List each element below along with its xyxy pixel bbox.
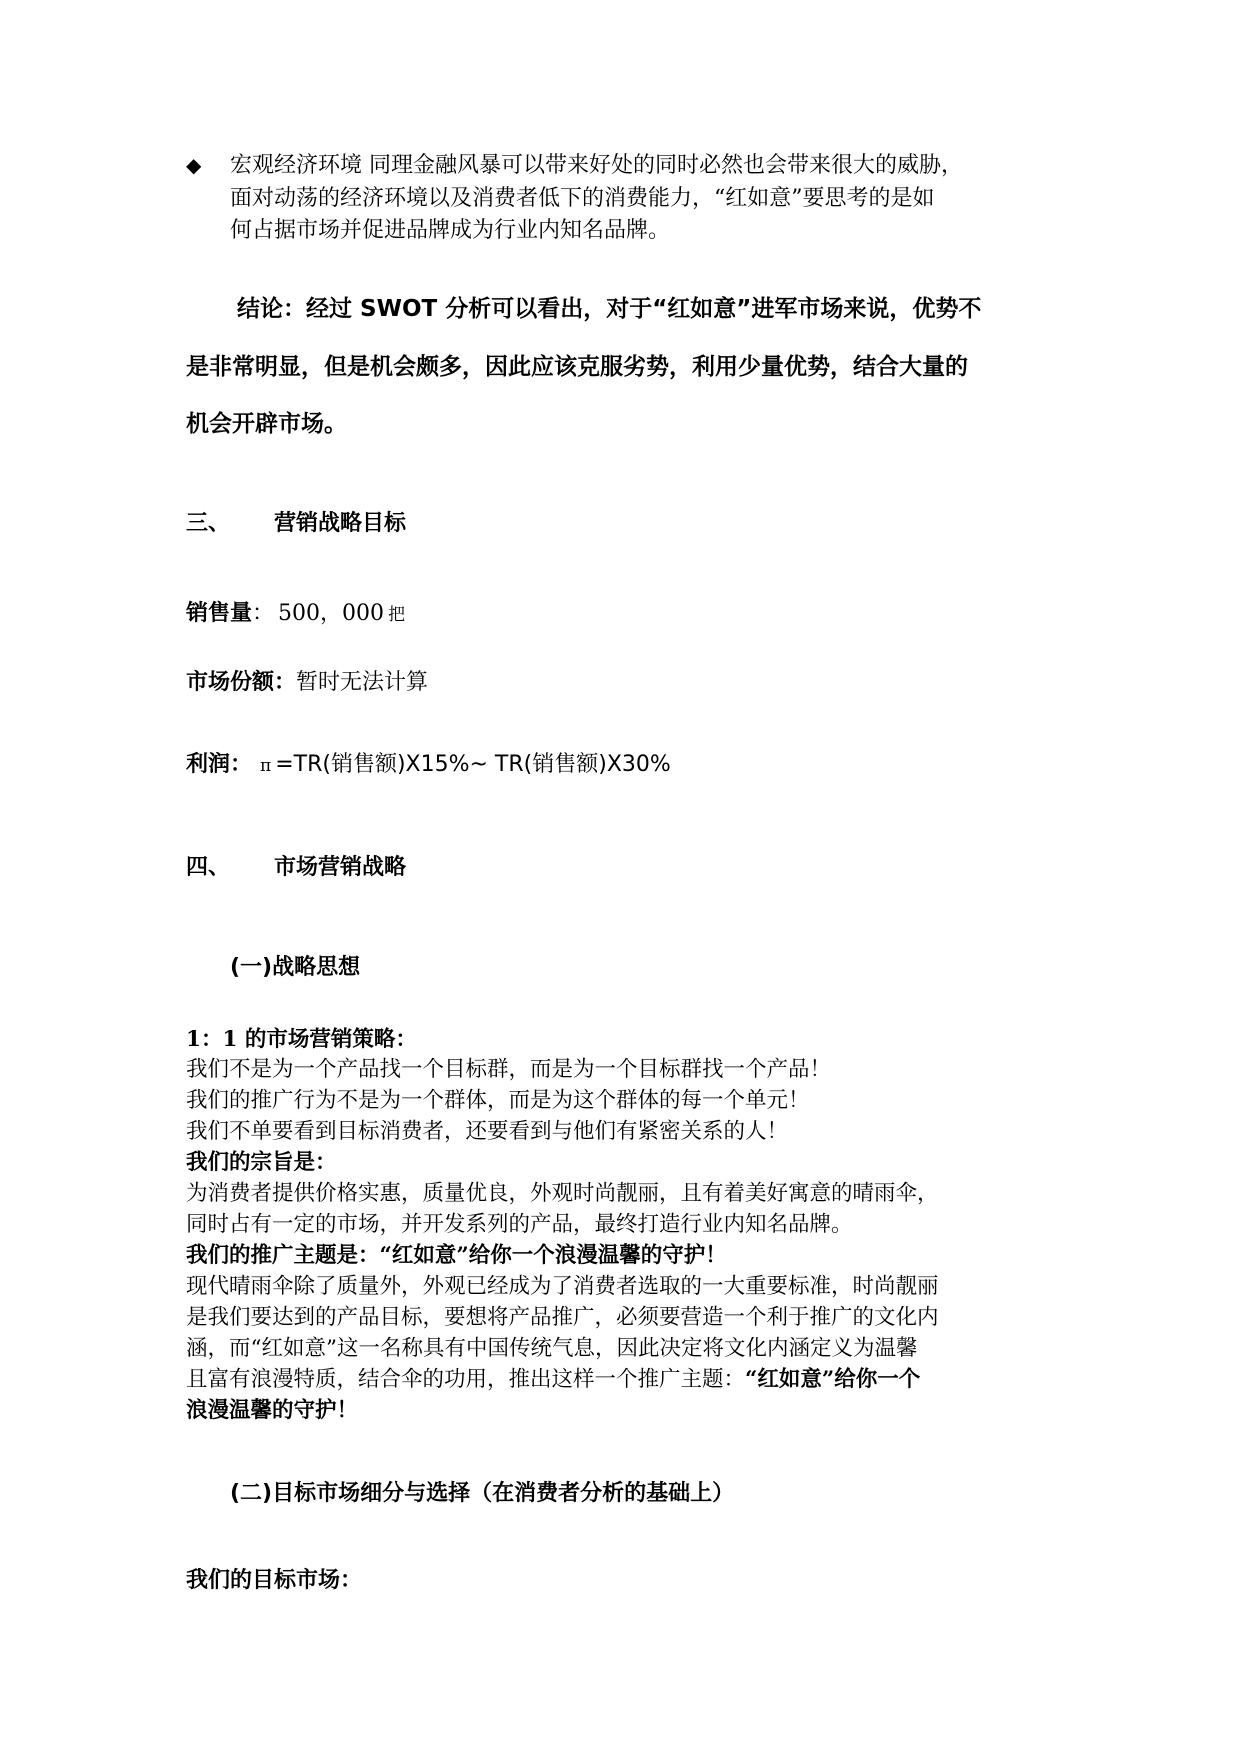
profit-goal	[186, 747, 671, 778]
conclusion-line-1: 结论：经过 SWOT 分析可以看出，对于“红如意”进军市场来说，优势不	[237, 296, 982, 322]
theme-heading: 我们的推广主题是：“红如意”给你一个浪漫温馨的守护！	[186, 1243, 727, 1268]
theme-line-1: 现代晴雨伞除了质量外，外观已经成为了消费者选取的一大重要标准，时尚靓丽	[186, 1274, 939, 1299]
market-share-label: 市场份额：	[186, 670, 297, 695]
section-3-number: 三、	[186, 511, 231, 536]
sales-goal	[186, 596, 405, 627]
market-share-value: 暂时无法计算	[296, 670, 429, 695]
section-3-title: 营销战略目标	[274, 511, 407, 536]
sales-unit: 把	[388, 605, 406, 625]
theme-line-4-normal: 且富有浪漫特质，结合伞的功用，推出这样一个推广主题：	[186, 1367, 746, 1392]
subsection-2-title: (二)目标市场细分与选择（在消费者分析的基础上）	[230, 1481, 735, 1506]
strategy-heading: 1：1 的市场营销策略：	[186, 1027, 417, 1052]
bullet-line-3: 何占据市场并促进品牌成为行业内知名品牌。	[230, 218, 671, 243]
sales-colon: ：	[252, 601, 275, 626]
profit-symbol: π	[260, 756, 272, 776]
conclusion-line-3: 机会开辟市场。	[186, 411, 347, 437]
theme-line-5: 浪漫温馨的守护！	[186, 1398, 359, 1423]
theme-line-2: 是我们要达到的产品目标，要想将产品推广，必须要营造一个利于推广的文化内	[186, 1305, 939, 1330]
section-4-title: 市场营销战略	[274, 855, 407, 880]
conclusion-line-2: 是非常明显，但是机会颇多，因此应该克服劣势，利用少量优势，结合大量的	[186, 354, 968, 380]
purpose-line-2: 同时占有一定的市场，并开发系列的产品，最终打造行业内知名品牌。	[186, 1212, 853, 1237]
profit-label: 利润：	[186, 752, 253, 777]
theme-line-3: 涵，而“红如意”这一名称具有中国传统气息，因此决定将文化内涵定义为温馨	[186, 1336, 918, 1361]
profit-formula: =TR(销售额)X15%~ TR(销售额)X30%	[275, 752, 671, 777]
theme-line-4	[186, 1362, 920, 1393]
strategy-line-3: 我们不单要看到目标消费者，还要看到与他们有紧密关系的人！	[186, 1119, 789, 1144]
strategy-line-1: 我们不是为一个产品找一个目标群，而是为一个目标群找一个产品！	[186, 1057, 832, 1082]
sales-label: 销售量	[186, 601, 253, 626]
section-4-number: 四、	[186, 855, 231, 880]
sales-value: 500，000	[278, 601, 385, 626]
theme-line-4-bold: “红如意”给你一个	[745, 1367, 921, 1392]
target-market-heading: 我们的目标市场：	[186, 1568, 363, 1593]
strategy-line-2: 我们的推广行为不是为一个群体，而是为这个群体的每一个单元！	[186, 1088, 810, 1113]
bullet-line-1: 宏观经济环境 同理金融风暴可以带来好处的同时必然也会带来很大的威胁，	[230, 153, 963, 178]
purpose-heading: 我们的宗旨是：	[186, 1150, 337, 1175]
bullet-diamond-icon: ◆	[186, 153, 202, 177]
market-share-goal	[186, 665, 428, 696]
purpose-line-1: 为消费者提供价格实惠，质量优良，外观时尚靓丽，且有着美好寓意的晴雨伞，	[186, 1181, 939, 1206]
subsection-1-title: (一)战略思想	[230, 955, 361, 980]
bullet-line-2: 面对动荡的经济环境以及消费者低下的消费能力，“红如意”要思考的是如	[230, 186, 935, 211]
